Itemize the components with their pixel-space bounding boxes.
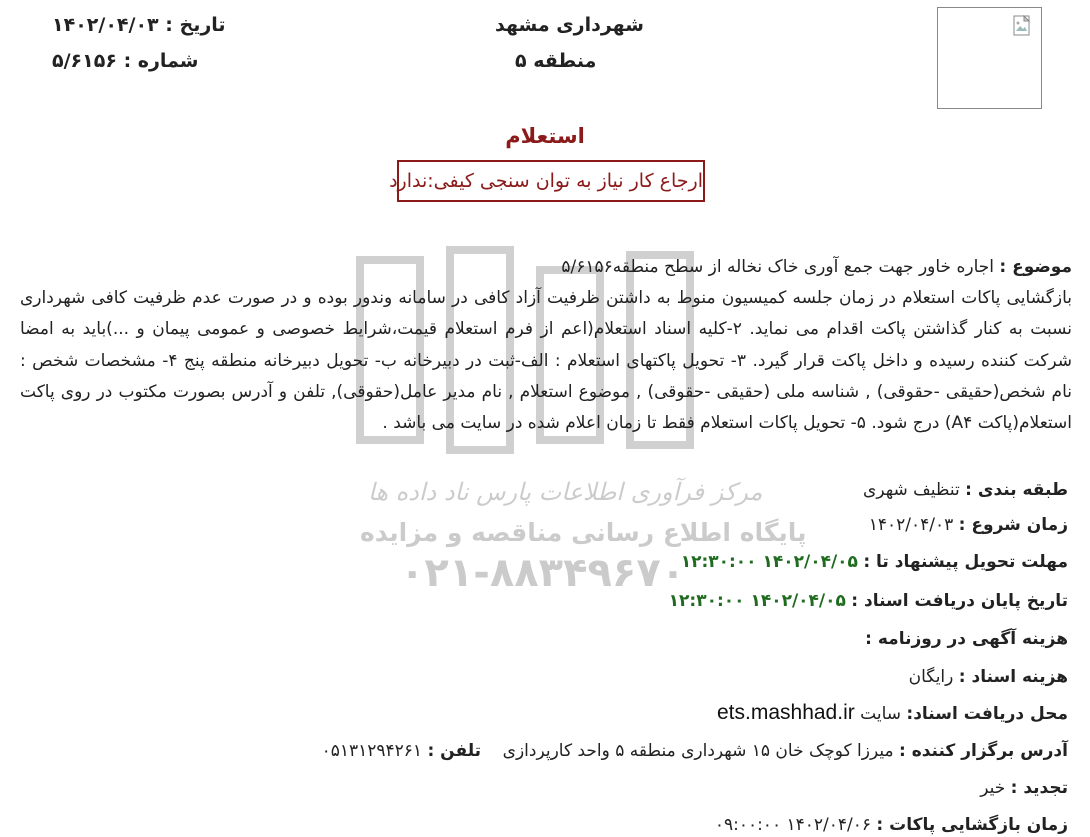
phone-value: ۰۵۱۳۱۲۹۴۲۶۱: [321, 741, 423, 761]
doc-place-label: محل دریافت اسناد:: [906, 704, 1068, 724]
field-category: [863, 480, 1068, 500]
field-renewal: [980, 778, 1068, 798]
field-deadline: [681, 552, 1068, 572]
org-name: شهرداری مشهد: [495, 14, 644, 36]
category-value: تنظیف شهری: [863, 480, 960, 500]
doc-place-value: سایت: [860, 704, 901, 724]
start-value: ۱۴۰۲/۰۴/۰۳: [868, 515, 954, 535]
deadline-value: ۱۴۰۲/۰۴/۰۵ ۱۲:۳۰:۰۰: [680, 552, 858, 572]
docs-end-value: ۱۴۰۲/۰۴/۰۵ ۱۲:۳۰:۰۰: [668, 591, 846, 611]
opening-value: ۱۴۰۲/۰۴/۰۶ ۰۹:۰۰:۰۰: [714, 815, 871, 835]
watermark-line1: مرکز فرآوری اطلاعات پارس ناد داده ها: [368, 478, 763, 506]
logo-placeholder: [937, 7, 1042, 109]
category-label: طبقه بندی :: [965, 480, 1068, 500]
number-value: ۵/۶۱۵۶: [52, 50, 117, 72]
number-line: [52, 50, 199, 72]
field-docs-end: [669, 591, 1068, 611]
watermark-phone: ۰۲۱-۸۸۳۴۹۶۷۰: [400, 550, 686, 596]
docs-end-label: تاریخ پایان دریافت اسناد :: [851, 591, 1068, 611]
region-name: منطقه ۵: [515, 50, 597, 72]
subject-text: اجاره خاور جهت جمع آوری خاک نخاله از سطح منطقه۵/۶۱۵۶: [561, 257, 994, 277]
date-line: [52, 14, 226, 36]
subject-line: [20, 252, 1072, 283]
renewal-value: خیر: [980, 778, 1006, 798]
address-value: میرزا کوچک خان ۱۵ شهرداری منطقه ۵ واحد کارپردازی: [502, 741, 894, 761]
ad-cost-label: هزینه آگهی در روزنامه :: [865, 629, 1068, 649]
address-label: آدرس برگزار کننده :: [898, 741, 1068, 761]
quality-notice: ارجاع کار نیاز به توان سنجی کیفی:ندارد: [397, 160, 705, 202]
opening-label: زمان بازگشایی پاکات :: [876, 815, 1068, 835]
doc-cost-label: هزینه اسناد :: [958, 667, 1068, 687]
page-title: استعلام: [505, 124, 585, 148]
field-doc-place: [717, 701, 1068, 725]
field-address: [322, 741, 1068, 761]
subject-label: موضوع :: [999, 257, 1072, 277]
renewal-label: تجدید :: [1010, 778, 1068, 798]
field-start: [869, 515, 1068, 535]
doc-place-link[interactable]: ets.mashhad.ir: [717, 701, 855, 724]
broken-image-icon: [1011, 14, 1035, 38]
body-paragraph: بازگشایی پاکات استعلام در زمان جلسه کمیسیون منوط به داشتن ظرفیت آزاد کافی در سامانه وندور بوده و در صورت عدم ظرفیت کافی شهرداری نسبت به کنار گذاشتن پاکت اقدام می نماید. ۲-کلیه اسناد استعلام(اعم از فرم استعلام قیمت،شرایط خصوصی و عمومی پیمان و ...)باید به امضا شرکت کننده رسیده و داخل پاکت قرار گیرد. ۳- تحویل پاکتهای استعلام : الف-ثبت در دبیرخانه ب- تحویل دبیرخانه منطقه پنج ۴- مشخصات شخص : نام شخص(حقیقی -حقوقی) , شناسه ملی (حقیقی -حقوقی) , موضوع استعلام , نام مدیر عامل(حقوقی), تلفن و آدرس بصورت مکتوب در روی پاکت استعلام(پاکت A۴) درج شود. ۵- تحویل پاکات استعلام فقط تا زمان اعلام شده در سایت می باشد .: [20, 288, 1073, 434]
deadline-label: مهلت تحویل پیشنهاد تا :: [863, 552, 1068, 572]
field-ad-cost: [865, 629, 1068, 649]
start-label: زمان شروع :: [958, 515, 1068, 535]
announcement-body: [20, 252, 1072, 439]
number-label: شماره :: [123, 50, 199, 72]
doc-cost-value: رایگان: [908, 667, 954, 687]
watermark-line2: پایگاه اطلاع رسانی مناقصه و مزایده: [360, 518, 807, 547]
field-opening: [715, 815, 1068, 835]
date-label: تاریخ :: [165, 14, 226, 36]
phone-label: تلفن :: [427, 741, 482, 761]
field-doc-cost: [909, 667, 1068, 687]
date-value: ۱۴۰۲/۰۴/۰۳: [52, 14, 159, 36]
